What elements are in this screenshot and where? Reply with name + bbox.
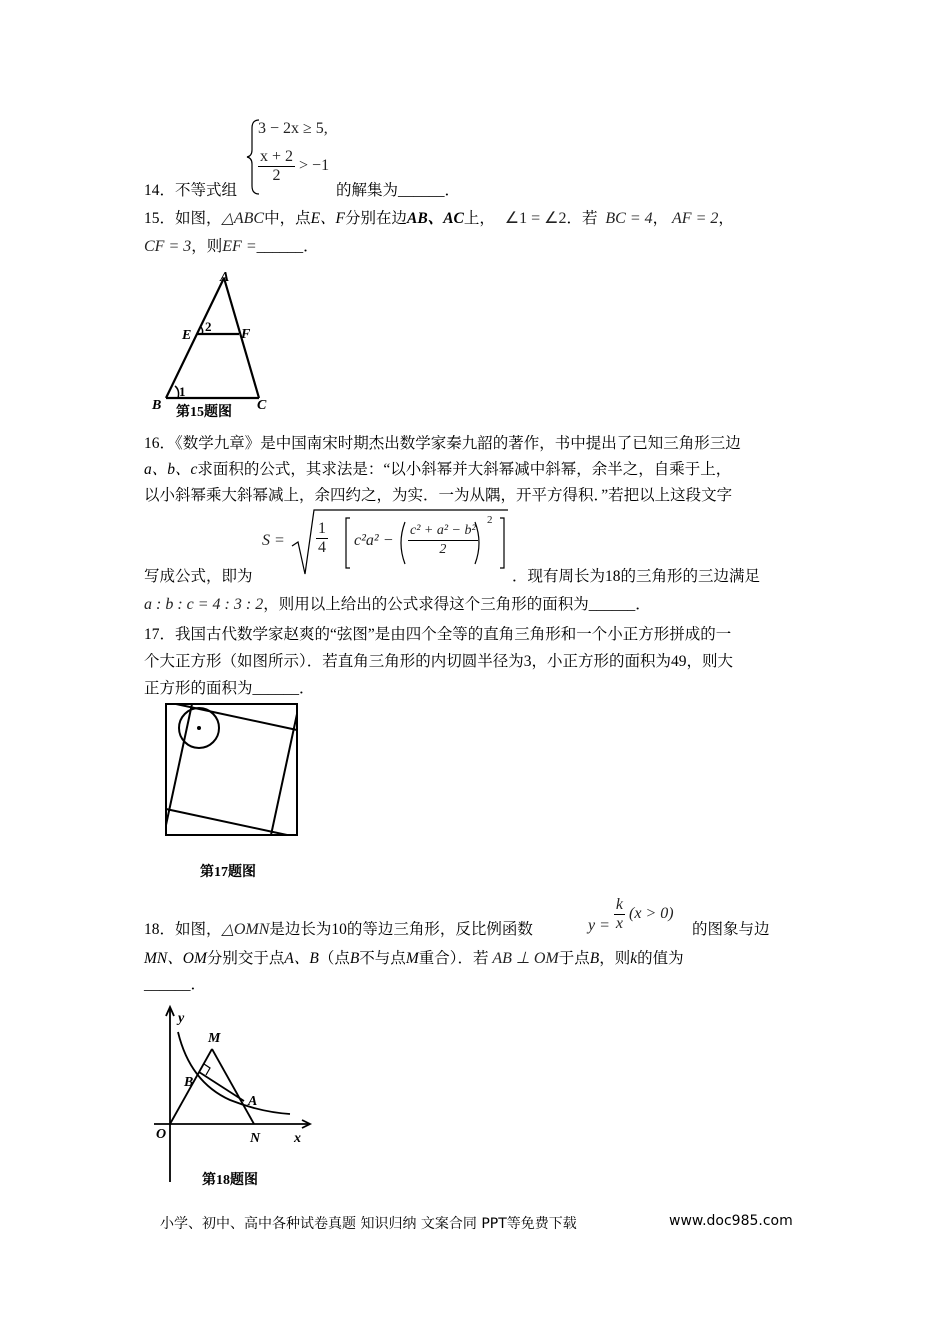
q18-label-o: O — [156, 1127, 167, 1142]
q18-label-m: M — [208, 1031, 221, 1046]
q16-text-5: ，则用以上给出的公式求得这个三角形的面积为______． — [263, 596, 651, 613]
q18-line1c: 的图象与边 — [692, 921, 770, 938]
q16-line4a: 写成公式，即为 — [144, 568, 253, 585]
q16-line3: 以小斜幂乘大斜幂减上，余四约之，为实．一为从隅，开平方得积．”若把以上这段文字 — [144, 487, 733, 504]
q15-line1 — [144, 206, 734, 232]
q18-line2 — [144, 946, 684, 972]
q17-chord-right — [271, 714, 297, 835]
q15-cf: CF = 3 — [144, 238, 192, 255]
q18-text-a: 如图， — [175, 921, 222, 938]
q18-label-y: y — [178, 1011, 185, 1026]
q16-square: 2 — [487, 514, 493, 526]
q16-text-1: 《数学九章》是中国南宋时期杰出数学家秦九韶的著作，书中提出了已知三角形三边 — [175, 435, 741, 452]
q18-hyperbola — [178, 1032, 290, 1114]
q16-quarter-num: 1 — [318, 520, 326, 537]
q15-figure — [144, 268, 284, 418]
footer-text: 小学、初中、高中各种试卷真题 知识归纳 文案合同 PPT等免费下载 — [160, 1216, 577, 1232]
q16-quarter-den: 4 — [318, 539, 326, 556]
q18-label-n: N — [250, 1131, 261, 1146]
q18-func-frac — [614, 896, 625, 933]
q18-label-a: A — [248, 1094, 258, 1109]
q14-ineq2-rel: > −1 — [299, 157, 330, 175]
q15-caption: 第15题图 — [176, 405, 232, 418]
q15-blank: ______． — [256, 238, 319, 255]
q18-point-m: M — [405, 950, 419, 967]
q15-bc: BC = 4 — [605, 210, 653, 227]
q18-point-b: B — [349, 950, 360, 967]
q16-formula-s: S = — [262, 532, 285, 549]
q18-triangle: △OMN — [221, 921, 270, 938]
q15-comma1: ， — [652, 210, 669, 227]
q15-label-f: F — [241, 327, 251, 342]
q18-line1 — [144, 917, 533, 943]
q15-comma2: ， — [718, 210, 734, 227]
q18-label-b: B — [184, 1075, 194, 1090]
q17-large-square — [166, 704, 297, 835]
q18-func-cond: (x > 0) — [629, 905, 674, 923]
q16-text-2: 求面积的公式，其求法是：“以小斜幂并大斜幂减中斜幂，余半之，自乘于上， — [197, 461, 732, 478]
q16-line1 — [144, 431, 741, 457]
q15-text-b: 中，点 — [264, 210, 311, 227]
q14-ineq1: 3 − 2x ≥ 5, — [258, 120, 328, 137]
q17-number: 17． — [144, 626, 176, 643]
q15-text-c: 分别在边 — [345, 210, 408, 227]
q15-line2 — [144, 234, 319, 260]
q15-angle2-arc — [200, 326, 203, 334]
q15-side-ab — [166, 278, 224, 398]
q16-inner-frac — [408, 522, 478, 559]
q18-number: 18． — [144, 921, 176, 938]
q18-text-d: （点 — [318, 950, 350, 967]
q17-line1 — [144, 622, 731, 648]
q14-text — [144, 178, 237, 204]
q18-func-den: x — [615, 915, 624, 932]
q14-suffix: 的解集为______． — [336, 182, 461, 199]
q18-func-y: y = — [588, 917, 610, 935]
q18-side-mn — [212, 1049, 254, 1124]
q14-ineq2-den: 2 — [272, 167, 281, 184]
q15-ef: EF = — [222, 238, 257, 255]
q15-label-e: E — [182, 328, 192, 343]
q15-angles: ∠1 = ∠2 — [504, 210, 567, 227]
q15-af: AF = 2 — [672, 210, 719, 227]
q16-formula — [262, 508, 512, 578]
q18-text-h: ，则 — [599, 950, 631, 967]
q16-line5 — [144, 592, 651, 618]
q18-figure — [150, 1002, 320, 1192]
q15-text-a: 如图， — [175, 210, 222, 227]
q15-number: 15． — [144, 210, 176, 227]
q16-inner-den: 2 — [439, 542, 447, 557]
q18-line3: ______． — [144, 976, 207, 993]
q18-caption: 第18题图 — [202, 1173, 258, 1188]
q17-figure — [160, 698, 305, 888]
q15-label-1: 1 — [179, 384, 186, 399]
q15-label-c: C — [257, 398, 267, 413]
q17-caption: 第17题图 — [200, 865, 256, 880]
q14-prefix: 不等式组 — [175, 182, 238, 199]
q18-point-b2: B — [589, 950, 600, 967]
q18-text-i: 的值为 — [637, 950, 684, 967]
q16-inner-num: c² + a² − b² — [408, 522, 478, 541]
q16-line2 — [144, 457, 731, 483]
q15-triangle: △ABC — [221, 210, 265, 227]
q15-text-e: ．若 — [566, 210, 598, 227]
q18-right-angle-mark — [204, 1064, 210, 1075]
q18-function — [588, 896, 674, 942]
q16-quarter — [316, 520, 328, 557]
q15-text-f: ，则 — [191, 238, 223, 255]
q14-number: 14． — [144, 182, 176, 199]
q14-ineq2 — [258, 148, 329, 185]
q16-c2a2: c²a² − — [354, 532, 394, 549]
q18-points: A、B — [284, 950, 319, 967]
q17-line2: 个大正方形（如图所示）．若直角三角形的内切圆半径为3，小正方形的面积为49，则大 — [144, 653, 734, 670]
q16-vars: a、b、c — [144, 461, 198, 478]
q16-number: 16． — [144, 435, 176, 452]
footer-site-link[interactable]: www.doc985.com — [669, 1213, 793, 1229]
q15-points: E、F — [310, 210, 346, 227]
q15-sides: AB、AC — [407, 210, 464, 227]
q18-text-g: 于点 — [558, 950, 590, 967]
q17-text-1: 我国古代数学家赵爽的“弦图”是由四个全等的直角三角形和一个小正方形拼成的一 — [175, 626, 732, 643]
q18-text-b: 是边长为10的等边三角形，反比例函数 — [269, 921, 533, 938]
q15-label-a: A — [220, 270, 230, 285]
q18-perp: AB ⊥ OM — [492, 950, 559, 967]
q15-text-d: 上， — [463, 210, 495, 227]
q17-incircle-center — [197, 726, 201, 730]
q17-chord-bottom — [166, 809, 287, 835]
q16-line4b: ．现有周长为18的三角形的三边满足 — [512, 568, 761, 585]
q18-text-c: 分别交于点 — [206, 950, 285, 967]
q15-label-2: 2 — [205, 319, 212, 334]
q14-ineq2-num: x + 2 — [260, 148, 294, 165]
q18-k: k — [630, 950, 638, 967]
q18-label-x: x — [294, 1131, 301, 1146]
q18-text-f: 重合）．若 — [418, 950, 489, 967]
q18-sides: MN、OM — [144, 950, 207, 967]
q16-ratio: a : b : c = 4 : 3 : 2 — [144, 596, 264, 613]
q18-text-e: 不与点 — [359, 950, 406, 967]
q17-line3: 正方形的面积为______． — [144, 680, 315, 697]
q18-func-num: k — [615, 896, 624, 913]
q15-label-b: B — [152, 398, 162, 413]
